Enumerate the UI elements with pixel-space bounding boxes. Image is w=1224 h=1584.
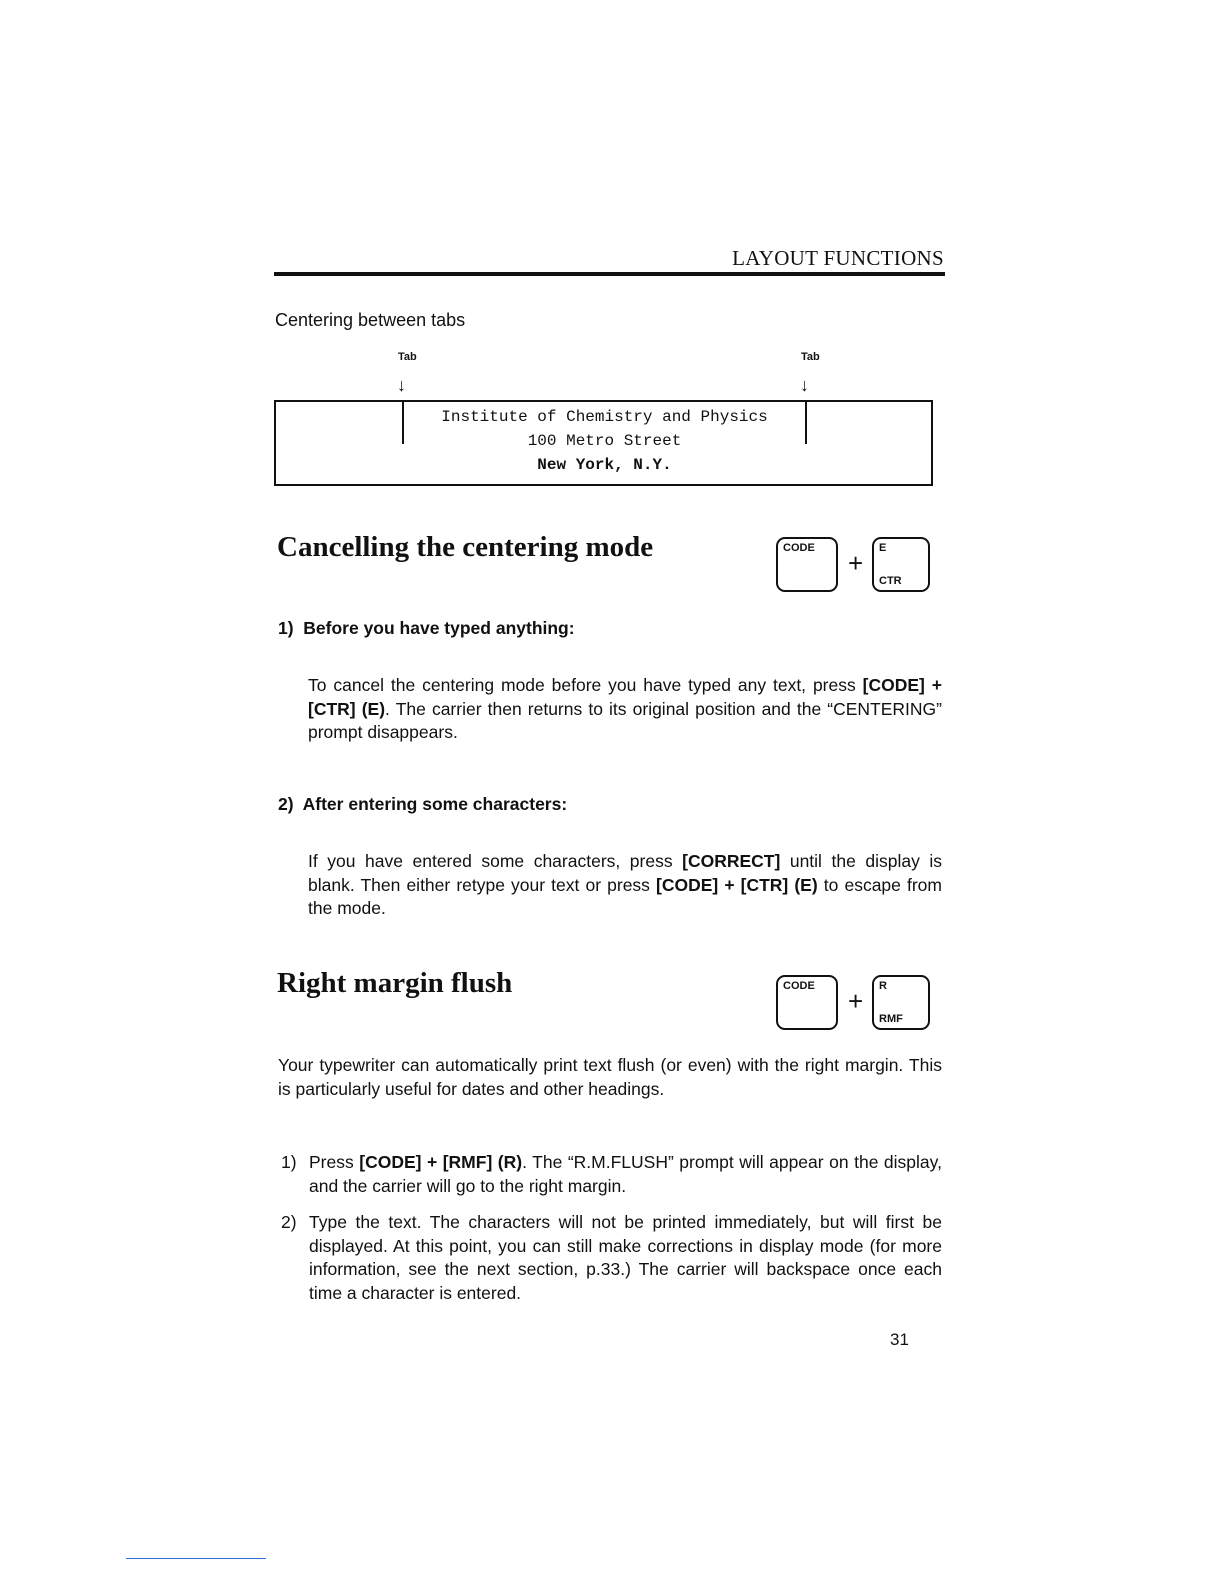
section-title-cancelling: Cancelling the centering mode [277,531,654,563]
running-header: LAYOUT FUNCTIONS [732,246,944,270]
centered-line-3: New York, N.Y. [537,456,672,474]
code-key-icon [776,537,838,592]
list-number-1: 1) [281,1152,297,1172]
diagram-caption: Centering between tabs [275,310,466,330]
key-label-bottom: CTR [879,575,902,587]
intro-paragraph: Your typewriter can automatically print text flush (or even) with the right margin. This is particularly useful for dates and other headings. [278,1055,942,1099]
code-key-icon [776,975,838,1030]
list-number-2: 2) [281,1212,297,1232]
page-number: 31 [890,1330,909,1349]
tab-label-left: Tab [398,351,417,363]
key-label: CODE [783,980,815,992]
down-arrow-icon: ↓ [800,375,809,395]
key-label: CODE [783,542,815,554]
centered-line-1: Institute of Chemistry and Physics [441,408,768,426]
list-item-1: Press [CODE] + [RMF] (R). The “R.M.FLUSH” prompt will appear on the display, and the carrier will go to the right margin. [309,1152,942,1196]
plus-sign: + [848,548,864,578]
key-label-bottom: RMF [879,1013,903,1025]
section-title-right-margin: Right margin flush [277,967,513,999]
tab-stop-line-right [805,402,807,444]
centered-line-2: 100 Metro Street [527,432,682,450]
plus-sign: + [848,986,864,1016]
step-heading-1: 1) Before you have typed anything: [278,618,575,638]
tab-label-right: Tab [801,351,820,363]
ctr-key-icon [872,537,930,592]
down-arrow-icon: ↓ [397,375,406,395]
list-item-2: Type the text. The characters will not be printed immediately, but will first be displayed. At this point, you can still make corrections in display mode (for more information, see the next section, p.33.) The carrier will backspace once each time a character is entered. [309,1212,942,1303]
rmf-key-icon [872,975,930,1030]
step-heading-2: 2) After entering some characters: [278,794,568,814]
step-paragraph-1: To cancel the centering mode before you have typed any text, press [CODE] + [CTR] (E). The carrier then returns to its original position and the “CENTERING” prompt disappears. [308,675,942,742]
step-paragraph-2: If you have entered some characters, press [CORRECT] until the display is blank. Then either retype your text or press [CODE] + [CTR] (E) to escape from the mode. [308,851,942,918]
header-rule [274,272,945,276]
key-label-top: R [879,980,887,992]
footer-line [126,1558,266,1559]
key-label-top: E [879,542,887,554]
